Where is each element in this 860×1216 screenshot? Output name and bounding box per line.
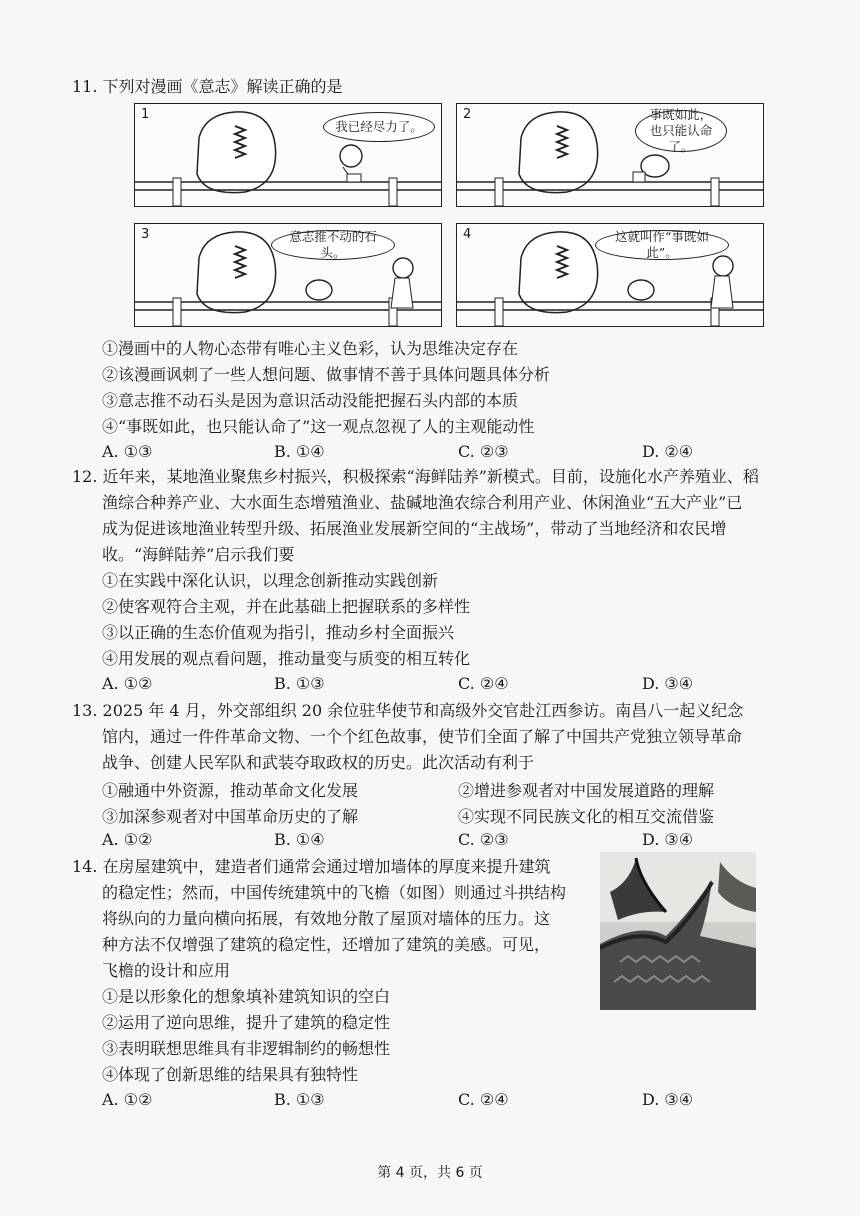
q14-option-3: ③表明联想思维具有非逻辑制约的畅想性 xyxy=(102,1039,391,1058)
q14-line-5: 飞檐的设计和应用 xyxy=(102,961,231,980)
q13-line-3: 战争、创建人民军队和武装夺取政权的历史。此次活动有利于 xyxy=(102,753,535,772)
q13-option-2: ②增进参观者对中国发展道路的理解 xyxy=(458,781,715,800)
choice-b[interactable]: B. ①③ xyxy=(274,1090,325,1109)
q11-choices xyxy=(102,442,742,466)
choice-d[interactable]: D. ③④ xyxy=(642,830,694,849)
choice-c[interactable]: C. ②③ xyxy=(458,442,509,461)
panel-number: 3 xyxy=(141,227,150,242)
q12-choices xyxy=(102,674,742,698)
q12-option-4: ④用发展的观点看问题，推动量变与质变的相互转化 xyxy=(102,649,471,668)
q14-option-2: ②运用了逆向思维，提升了建筑的稳定性 xyxy=(102,1013,391,1032)
choice-c[interactable]: C. ②③ xyxy=(458,830,509,849)
q13-line-2: 馆内，通过一件件革命文物、一个个红色故事，使节们全面了解了中国共产党独立领导革命 xyxy=(102,727,743,746)
q11-title: 11. 下列对漫画《意志》解读正确的是 xyxy=(72,77,343,96)
q12-line-1: 12. 近年来，某地渔业聚焦乡村振兴，积极探索“海鲜陆养”新模式。目前，设施化水产养殖业、稻 xyxy=(72,467,759,486)
q12-option-2: ②使客观符合主观，并在此基础上把握联系的多样性 xyxy=(102,597,471,616)
q14-option-4: ④体现了创新思维的结果具有独特性 xyxy=(102,1065,359,1084)
q13-option-4: ④实现不同民族文化的相互交流借鉴 xyxy=(458,807,715,826)
q11-option-4: ④“事既如此，也只能认命了”这一观点忽视了人的主观能动性 xyxy=(102,417,535,436)
q12-option-3: ③以正确的生态价值观为指引，推动乡村全面振兴 xyxy=(102,623,455,642)
q14-line-3: 将纵向的力量向横向拓展，有效地分散了屋顶对墙体的压力。这 xyxy=(102,909,551,928)
choice-d[interactable]: D. ③④ xyxy=(642,674,694,693)
q14-option-1: ①是以形象化的想象填补建筑知识的空白 xyxy=(102,987,391,1006)
flying-eaves-photo xyxy=(600,852,756,1010)
q14-line-2: 的稳定性；然而，中国传统建筑中的飞檐（如图）则通过斗拱结构 xyxy=(102,883,567,902)
choice-b[interactable]: B. ①④ xyxy=(274,830,325,849)
comic-panel-3 xyxy=(134,223,442,327)
comic-panel-1 xyxy=(134,103,442,207)
q13-choices xyxy=(102,830,742,854)
q14-line-4: 种方法不仅增强了建筑的稳定性，还增加了建筑的美感。可见， xyxy=(102,935,551,954)
panel-number: 1 xyxy=(141,107,150,122)
q14-choices xyxy=(102,1090,742,1114)
choice-a[interactable]: A. ①③ xyxy=(102,442,153,461)
q12-line-4: 收。“海鲜陆养”启示我们要 xyxy=(102,545,295,564)
panel-number: 2 xyxy=(463,107,472,122)
speech-bubble: 意志推不动的石头。 xyxy=(271,230,395,260)
q11-option-3: ③意志推不动石头是因为意识活动没能把握石头内部的本质 xyxy=(102,391,519,410)
comic-panel-4 xyxy=(456,223,764,327)
speech-bubble: 这就叫作“事既如此”。 xyxy=(595,230,729,260)
choice-a[interactable]: A. ①② xyxy=(102,674,153,693)
q11-option-1: ①漫画中的人物心态带有唯心主义色彩，认为思维决定存在 xyxy=(102,339,519,358)
choice-b[interactable]: B. ①④ xyxy=(274,442,325,461)
panel-number: 4 xyxy=(463,227,472,242)
choice-c[interactable]: C. ②④ xyxy=(458,674,509,693)
choice-b[interactable]: B. ①③ xyxy=(274,674,325,693)
q14-line-1: 14. 在房屋建筑中，建造者们通常会通过增加墙体的厚度来提升建筑 xyxy=(72,857,551,876)
q12-option-1: ①在实践中深化认识，以理念创新推动实践创新 xyxy=(102,571,439,590)
page-footer: 第 4 页，共 6 页 xyxy=(377,1165,483,1181)
choice-a[interactable]: A. ①② xyxy=(102,1090,153,1109)
q13-option-3: ③加深参观者对中国革命历史的了解 xyxy=(102,807,359,826)
choice-c[interactable]: C. ②④ xyxy=(458,1090,509,1109)
choice-d[interactable]: D. ②④ xyxy=(642,442,694,461)
speech-bubble: 我已经尽力了。 xyxy=(323,112,435,142)
speech-bubble: 事既如此，也只能认命了。 xyxy=(635,110,727,152)
choice-d[interactable]: D. ③④ xyxy=(642,1090,694,1109)
q12-line-3: 成为促进该地渔业转型升级、拓展渔业发展新空间的“主战场”，带动了当地经济和农民增 xyxy=(102,519,727,538)
q13-line-1: 13. 2025 年 4 月，外交部组织 20 余位驻华使节和高级外交官赴江西参访。南昌八一起义纪念 xyxy=(72,701,744,720)
q13-option-1: ①融通中外资源，推动革命文化发展 xyxy=(102,781,359,800)
q11-option-2: ②该漫画讽刺了一些人想问题、做事情不善于具体问题具体分析 xyxy=(102,365,551,384)
comic-panel-2 xyxy=(456,103,764,207)
choice-a[interactable]: A. ①② xyxy=(102,830,153,849)
q12-line-2: 渔综合种养产业、大水面生态增殖渔业、盐碱地渔农综合利用产业、休闲渔业“五大产业”已 xyxy=(102,493,743,512)
